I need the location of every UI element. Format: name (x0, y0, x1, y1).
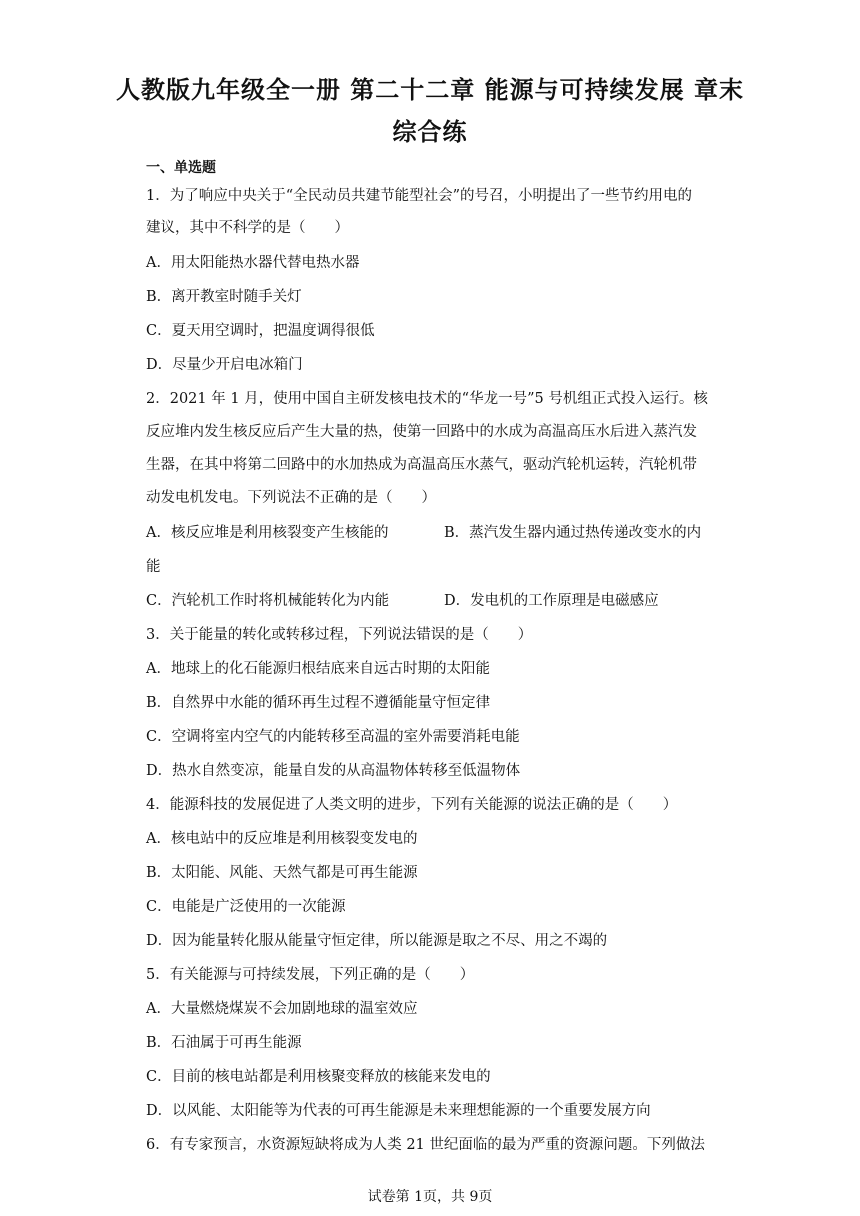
question-1-option-c: C．夏天用空调时，把温度调得很低 (146, 323, 375, 339)
question-3-option-c: C．空调将室内空气的内能转移至高温的室外需要消耗电能 (146, 729, 520, 745)
question-5-option-a: A．大量燃烧煤炭不会加剧地球的温室效应 (146, 1001, 418, 1017)
question-5-option-b: B．石油属于可再生能源 (146, 1035, 302, 1051)
section-heading: 一、单选题 (146, 160, 216, 176)
question-4-option-d: D．因为能量转化服从能量守恒定律，所以能源是取之不尽、用之不竭的 (146, 933, 608, 949)
question-4-option-b: B．太阳能、风能、天然气都是可再生能源 (146, 865, 418, 881)
question-6-stem: 6．有专家预言，水资源短缺将成为人类 21 世纪面临的最为严重的资源问题。下列做法 (146, 1137, 705, 1153)
question-5-option-d: D．以风能、太阳能等为代表的可再生能源是未来理想能源的一个重要发展方向 (146, 1103, 651, 1119)
question-2-stem: 2．2021 年 1 月，使用中国自主研发核电技术的“华龙一号”5 号机组正式投入运行。核 (146, 391, 708, 407)
page-title: 人教版九年级全一册 第二十二章 能源与可持续发展 章末 (115, 76, 745, 104)
question-2-option-d: D．发电机的工作原理是电磁感应 (444, 593, 659, 609)
question-2-stem-line4: 动发电机发电。下列说法不正确的是（ ） (146, 490, 436, 506)
page-title-continued: 综合练 (392, 118, 468, 146)
question-5-stem: 5．有关能源与可持续发展，下列正确的是（ ） (146, 967, 475, 983)
question-1-stem-line2: 建议，其中不科学的是（ ） (146, 220, 349, 236)
question-2-option-c: C．汽轮机工作时将机械能转化为内能 (146, 593, 390, 609)
question-2-stem-line3: 生器，在其中将第二回路中的水加热成为高温高压水蒸气，驱动汽轮机运转，汽轮机带 (146, 457, 697, 473)
page-footer: 试卷第 1页，共 9页 (367, 1189, 493, 1205)
question-5-option-c: C．目前的核电站都是利用核聚变释放的核能来发电的 (146, 1069, 491, 1085)
question-2-stem-line2: 反应堆内发生核反应后产生大量的热，使第一回路中的水成为高温高压水后进入蒸汽发 (146, 424, 697, 440)
question-4-option-c: C．电能是广泛使用的一次能源 (146, 899, 346, 915)
question-4-option-a: A．核电站中的反应堆是利用核裂变发电的 (146, 831, 418, 847)
question-1-option-a: A．用太阳能热水器代替电热水器 (146, 255, 360, 271)
question-2-option-a: A．核反应堆是利用核裂变产生核能的 (146, 525, 389, 541)
question-3-option-a: A．地球上的化石能源归根结底来自远古时期的太阳能 (146, 661, 490, 677)
question-4-stem: 4．能源科技的发展促进了人类文明的进步，下列有关能源的说法正确的是（ ） (146, 797, 678, 813)
question-3-option-b: B．自然界中水能的循环再生过程不遵循能量守恒定律 (146, 695, 491, 711)
question-1-option-d: D．尽量少开启电冰箱门 (146, 357, 303, 373)
question-1-option-b: B．离开教室时随手关灯 (146, 289, 302, 305)
question-2-option-b-continued: 能 (146, 559, 161, 575)
question-3-stem: 3．关于能量的转化或转移过程，下列说法错误的是（ ） (146, 627, 533, 643)
question-3-option-d: D．热水自然变凉，能量自发的从高温物体转移至低温物体 (146, 763, 521, 779)
question-2-option-b: B．蒸汽发生器内通过热传递改变水的内 (444, 525, 702, 541)
question-1-stem: 1．为了响应中央关于“全民动员共建节能型社会”的号召，小明提出了一些节约用电的 (146, 188, 693, 204)
